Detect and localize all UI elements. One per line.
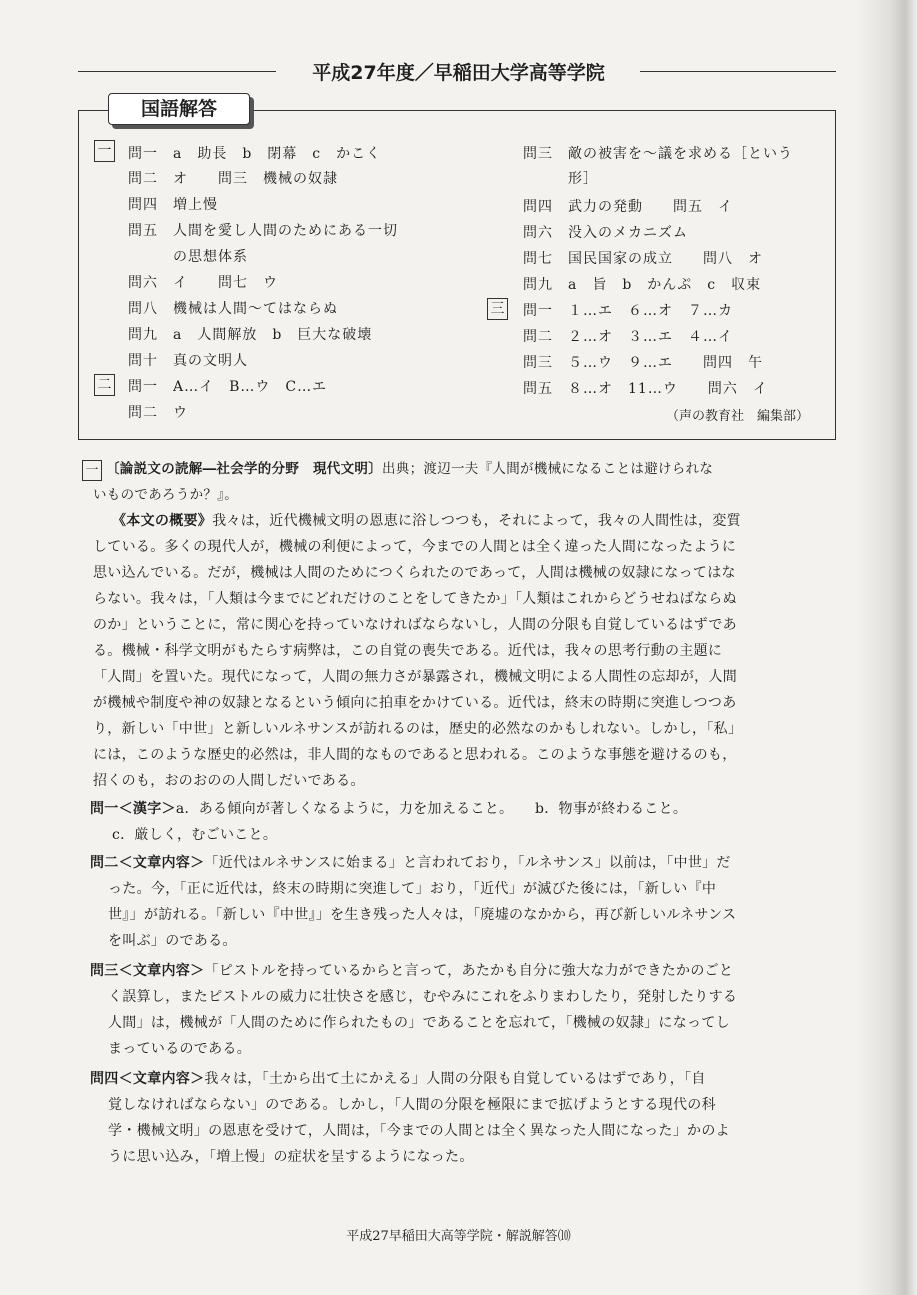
commentary-heading-cont: いものであろうか？』。	[93, 487, 239, 503]
answer-line: 問三 敵の被害を～議を求める［という	[523, 146, 793, 162]
answer-line: 問六 イ 問七 ウ	[128, 275, 278, 291]
summary-line: 「人間」を置いた。現代になって，人間の無力さが暴露され，機械文明による人間性の忘却が，人間	[93, 669, 738, 685]
q2-line: を叫ぶ」のである。	[108, 933, 237, 949]
summary-label: 《本文の概要》	[112, 513, 213, 529]
summary-line: 招くのも，おのおのの人間しだいである。	[93, 773, 365, 789]
answer-line: 問六 没入のメカニズム	[523, 225, 688, 241]
summary-line: には，このような歴史的必然は，非人間的なものであると思われる。このような事態を避けるのも，	[93, 747, 737, 763]
answer-line: 問二 ２…オ ３…エ ４…イ	[523, 329, 733, 345]
q2-label: 問二＜文章内容＞	[90, 855, 205, 871]
page-edge-shadow	[857, 0, 917, 1295]
summary-text: 我々は，近代機械文明の恩恵に浴しつつも，それによって，我々の人間性は，変質	[212, 513, 741, 529]
summary-line: のか」ということに，常に関心を持っていなければならないし，人間の分限も自覚しているはずであ	[93, 617, 737, 633]
q1-label: 問一＜漢字＞	[90, 801, 176, 817]
section-mark-1: 一	[94, 140, 115, 162]
answer-line: 問五 人間を愛し人間のためにある一切	[128, 223, 398, 239]
q3-line: まっているのである。	[108, 1041, 251, 1057]
answer-line: 問九 a 旨 b かんぷ c 収束	[523, 277, 762, 293]
q3-label: 問三＜文章内容＞	[90, 963, 205, 979]
q3-line: く誤算し，またピストルの威力に壮快さを感じ，むやみにこれをふりまわしたり，発射したりする	[108, 989, 738, 1005]
summary-line: している。多くの現代人が，機械の利便によって，今までの人間とは全く違った人間になったように	[93, 539, 737, 555]
commentary-heading-source: 出典；渡辺一夫『人間が機械になることは避けられな	[382, 461, 714, 477]
commentary-heading	[106, 456, 713, 482]
q4-line: 覚しなければならない」のである。しかし，「人間の分限を極限にまで拡げようとする現代の科	[108, 1097, 716, 1113]
q4-text: 我々は，「土から出て土にかえる」人間の分限も自覚しているはずであり，「自	[204, 1071, 706, 1087]
section-mark-2: 二	[94, 374, 115, 396]
answer-line: 問八 機械は人間～てはならぬ	[128, 301, 338, 317]
summary-line	[112, 508, 741, 534]
q4-line: 学・機械文明」の恩恵を受けて，人間は，「今までの人間とは全く異なった人間になった」かのよ	[108, 1123, 730, 1139]
q2-line	[90, 850, 731, 876]
answer-line: 問一 a 助長 b 閉幕 c かこく	[128, 146, 382, 162]
summary-line: り，新しい「中世」と新しいルネサンスが訪れるのは，歴史的必然なのかもしれない。しかし，「私」	[93, 721, 743, 737]
section-mark-3: 三	[487, 298, 508, 320]
answer-line: 問九 a 人間解放 b 巨大な破壊	[128, 327, 373, 343]
q4-line	[90, 1066, 706, 1092]
answer-line: 問四 増上慢	[128, 197, 218, 213]
answer-line: 問二 オ 問三 機械の奴隷	[128, 171, 338, 187]
answer-line: の思想体系	[128, 249, 248, 265]
answer-line: 問四 武力の発動 問五 イ	[523, 199, 733, 215]
q1-line	[90, 796, 687, 822]
q4-label: 問四＜文章内容＞	[90, 1071, 205, 1087]
summary-line: が機械や制度や神の奴隷となるという傾向に拍車をかけている。近代は，終末の時期に突進しつつあ	[93, 695, 737, 711]
q1-line: c．厳しく，むごいこと。	[112, 827, 278, 843]
page-footer: 平成27早稲田大高等学院・解説解答⑽	[346, 1229, 571, 1244]
answer-line: 問十 真の文明人	[128, 353, 248, 369]
answer-box-tab: 国語解答	[108, 93, 250, 125]
q2-line: 世』」が訪れる。「新しい『中世』」を生き残った人々は，「廃墟のなかから，再び新しいルネサンス	[108, 907, 737, 923]
editor-credit: （声の教育社 編集部）	[665, 409, 809, 424]
answer-line: 形］	[523, 171, 598, 187]
q3-text: 「ピストルを持っているからと言って，あたかも自分に強大な力ができたかのごと	[204, 963, 734, 979]
summary-line: 思い込んでいる。だが，機械は人間のためにつくられたのであって，人間は機械の奴隷になってはな	[93, 565, 736, 581]
answer-line: 問二 ウ	[128, 405, 188, 421]
q3-line	[90, 958, 733, 984]
answer-line: 問五 ８…オ 11…ウ 問六 イ	[523, 381, 768, 397]
q3-line: 人間」は，機械が「人間のために作られたもの」であることを忘れて，「機械の奴隷」になってし	[108, 1015, 730, 1031]
header-rule-right	[640, 71, 836, 72]
q4-line: うに思い込み，「増上慢」の症状を呈するようになった。	[108, 1149, 474, 1165]
answer-line: 問一 １…エ ６…オ ７…カ	[523, 303, 733, 319]
summary-line: る。機械・科学文明がもたらす病弊は，この自覚の喪失である。近代は，我々の思考行動の主題に	[93, 643, 723, 659]
answer-line: 問一 A…イ B…ウ C…エ	[128, 379, 328, 395]
commentary-section-mark: 一	[82, 460, 102, 481]
commentary-heading-genre: 〔論説文の読解―社会学的分野 現代文明〕	[106, 461, 382, 477]
q1-text: a．ある傾向が著しくなるように，力を加えること。 b．物事が終わること。	[175, 801, 688, 817]
answer-line: 問三 ５…ウ ９…エ 問四 午	[523, 355, 763, 371]
summary-line: らない。我々は，「人類は今までにどれだけのことをしてきたか」「人類はこれからどうせねばならぬ	[93, 591, 737, 607]
q2-text: 「近代はルネサンスに始まる」と言われており，「ルネサンス」以前は，「中世」だ	[204, 855, 731, 871]
q2-line: った。今，「正に近代は，終末の時期に突進して」おり，「近代」が滅びた後には，「新しい『中	[108, 881, 717, 897]
page-title: 平成27年度／早稲田大学高等学院	[312, 62, 605, 84]
answer-line: 問七 国民国家の成立 問八 オ	[523, 251, 763, 267]
